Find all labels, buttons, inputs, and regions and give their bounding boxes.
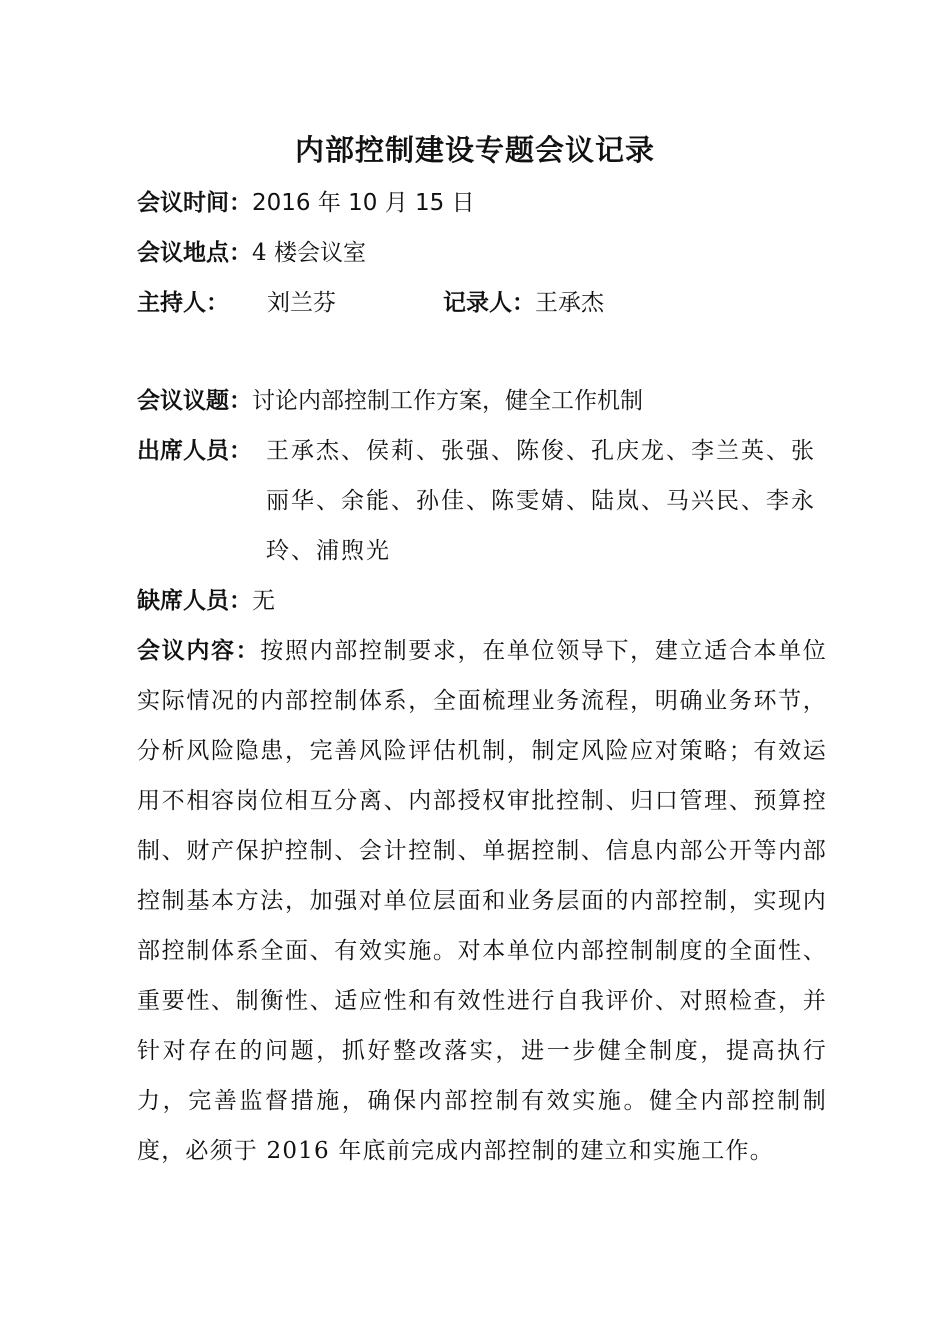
meeting-time-row xyxy=(137,178,475,228)
meeting-content xyxy=(137,626,827,1176)
meeting-time-label: 会议时间： xyxy=(137,190,252,216)
meeting-place-label: 会议地点： xyxy=(137,240,252,266)
absent-label: 缺席人员： xyxy=(137,588,252,614)
host-label: 主持人： xyxy=(137,290,229,316)
attendees-value: 王承杰、侯莉、张强、陈俊、孔庆龙、李兰英、张丽华、余能、孙佳、陈雯婧、陆岚、马兴民、李永玲、浦煦光 xyxy=(266,438,816,564)
host-value: 刘兰芬 xyxy=(267,290,336,316)
attendees-label: 出席人员： xyxy=(137,438,252,464)
meeting-topic-label: 会议议题： xyxy=(137,388,252,414)
meeting-place-row xyxy=(137,228,366,278)
document-title: 内部控制建设专题会议记录 xyxy=(294,133,655,167)
meeting-place-value: 4 楼会议室 xyxy=(252,240,366,266)
meeting-topic-row xyxy=(137,376,643,426)
absent-row xyxy=(137,576,275,626)
recorder-group xyxy=(443,278,604,328)
meeting-content-label: 会议内容： xyxy=(137,638,261,664)
meeting-topic-value: 讨论内部控制工作方案，健全工作机制 xyxy=(252,388,643,414)
meeting-time-value: 2016 年 10 月 15 日 xyxy=(252,190,475,216)
recorder-label: 记录人： xyxy=(443,290,535,316)
recorder-value: 王承杰 xyxy=(535,290,604,316)
meeting-content-value: 按照内部控制要求，在单位领导下，建立适合本单位实际情况的内部控制体系，全面梳理业务流程，明确业务环节，分析风险隐患，完善风险评估机制，制定风险应对策略；有效运用不相容岗位相互分离、内部授权审批控制、归口管理、预算控制、财产保护控制、会计控制、单据控制、信息内部公开等内部控制基本方法，加强对单位层面和业务层面的内部控制，实现内部控制体系全面、有效实施。对本单位内部控制制度的全面性、重要性、制衡性、适应性和有效性进行自我评价、对照检查，并针对存在的问题，抓好整改落实，进一步健全制度，提高执行力，完善监督措施，确保内部控制有效实施。健全内部控制制度，必须于 2016 年底前完成内部控制的建立和实施工作。 xyxy=(137,638,827,1164)
host-recorder-row xyxy=(137,278,837,328)
absent-value: 无 xyxy=(252,588,275,614)
